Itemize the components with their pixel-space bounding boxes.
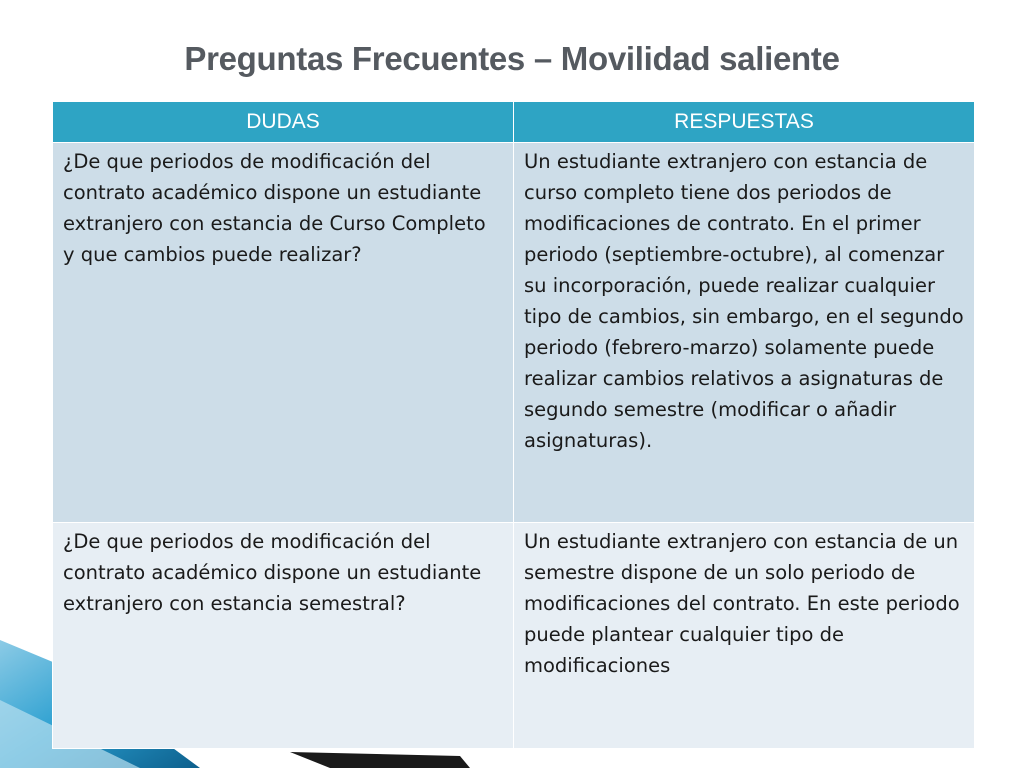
table-header-row — [53, 102, 975, 143]
faq-table — [52, 101, 975, 749]
answer-cell: Un estudiante extranjero con estancia de un semestre dispone de un solo periodo de modificaciones del contrato. En este periodo puede plantear cualquier tipo de modificaciones — [514, 523, 975, 749]
decor-dark-swoosh — [290, 752, 470, 768]
table-row — [53, 143, 975, 523]
column-header-dudas: DUDAS — [53, 102, 514, 143]
slide-title: Preguntas Frecuentes – Movilidad saliente — [184, 40, 840, 77]
table-row — [53, 523, 975, 749]
answer-cell: Un estudiante extranjero con estancia de curso completo tiene dos periodos de modificaciones de contrato. En el primer periodo (septiembre-octubre), al comenzar su incorporación, puede realizar cualquier tipo de cambios, sin embargo, en el segundo periodo (febrero-marzo) solamente puede realizar cambios relativos a asignaturas de segundo semestre (modificar o añadir asignaturas). — [514, 143, 975, 523]
column-header-respuestas: RESPUESTAS — [514, 102, 975, 143]
question-cell: ¿De que periodos de modificación del contrato académico dispone un estudiante extranjero con estancia semestral? — [53, 523, 514, 749]
question-cell: ¿De que periodos de modificación del contrato académico dispone un estudiante extranjero con estancia de Curso Completo y que cambios puede realizar? — [53, 143, 514, 523]
